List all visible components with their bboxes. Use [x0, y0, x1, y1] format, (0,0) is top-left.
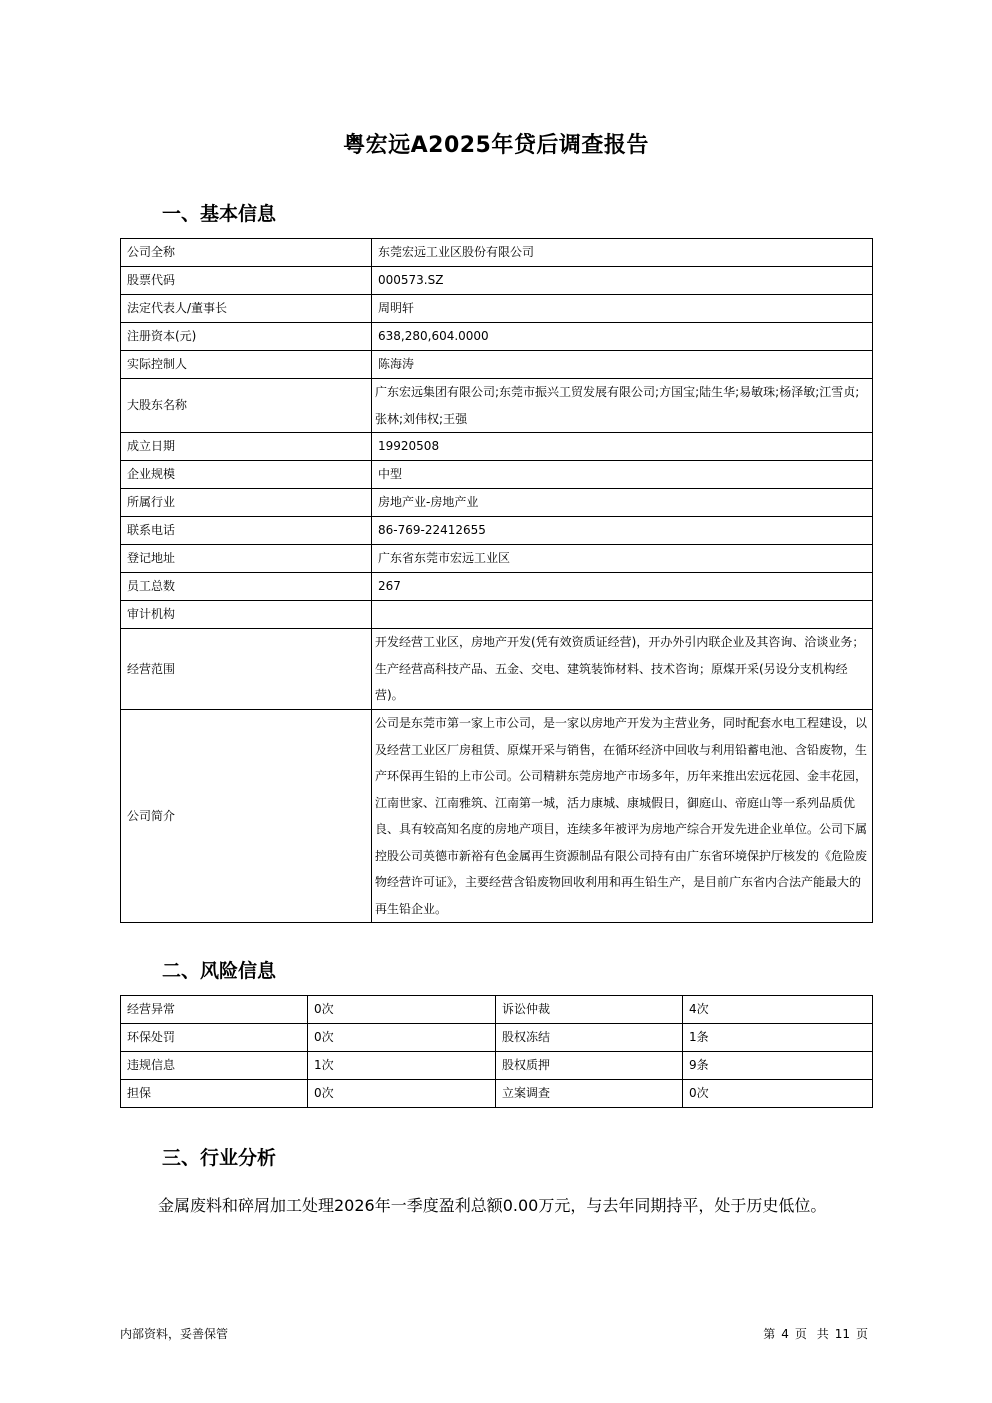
footer-page-number	[760, 1325, 871, 1342]
basic-info-label: 经营范围	[121, 629, 372, 710]
page-total-prefix: 共	[816, 1327, 829, 1341]
risk-info-row	[121, 1024, 873, 1052]
industry-analysis-paragraph: 金属废料和碎屑加工处理2026年一季度盈利总额0.00万元，与去年同期持平，处于历史低位。	[158, 1196, 827, 1215]
risk-info-row	[121, 1052, 873, 1080]
basic-info-row	[121, 295, 873, 323]
basic-info-label: 实际控制人	[121, 351, 372, 379]
basic-info-label: 审计机构	[121, 601, 372, 629]
basic-info-value: 陈海涛	[372, 351, 873, 379]
risk-label: 违规信息	[121, 1052, 308, 1080]
basic-info-row	[121, 267, 873, 295]
basic-info-value: 广东宏远集团有限公司;东莞市振兴工贸发展有限公司;方国宝;陆生华;易敏珠;杨泽敏;江雪贞;张林;刘伟权;王强	[372, 379, 873, 433]
risk-info-table	[120, 995, 873, 1108]
risk-info-row	[121, 996, 873, 1024]
basic-info-value: 广东省东莞市宏远工业区	[372, 545, 873, 573]
basic-info-value: 周明轩	[372, 295, 873, 323]
basic-info-label: 联系电话	[121, 517, 372, 545]
risk-value: 1次	[308, 1052, 496, 1080]
basic-info-label: 公司简介	[121, 710, 372, 923]
basic-info-label: 注册资本(元)	[121, 323, 372, 351]
section-title-industry-analysis: 三、行业分析	[162, 1147, 277, 1169]
basic-info-table	[120, 238, 873, 923]
basic-info-row	[121, 601, 873, 629]
risk-label: 诉讼仲裁	[496, 996, 683, 1024]
page-total: 11	[834, 1327, 850, 1341]
basic-info-row	[121, 239, 873, 267]
page-mid: 页	[794, 1327, 807, 1341]
risk-label: 担保	[121, 1080, 308, 1108]
basic-info-value	[372, 601, 873, 629]
risk-info-row	[121, 1080, 873, 1108]
basic-info-label: 员工总数	[121, 573, 372, 601]
basic-info-value: 中型	[372, 461, 873, 489]
basic-info-value: 19920508	[372, 433, 873, 461]
basic-info-label: 公司全称	[121, 239, 372, 267]
basic-info-row	[121, 517, 873, 545]
risk-value: 4次	[683, 996, 873, 1024]
basic-info-value: 东莞宏远工业区股份有限公司	[372, 239, 873, 267]
basic-info-value: 开发经营工业区，房地产开发(凭有效资质证经营)，开办外引内联企业及其咨询、洽谈业务；生产经营高科技产品、五金、交电、建筑装饰材料、技术咨询；原煤开采(另设分支机构经营)。	[372, 629, 873, 710]
basic-info-row	[121, 629, 873, 710]
basic-info-label: 成立日期	[121, 433, 372, 461]
basic-info-row	[121, 710, 873, 923]
basic-info-value: 000573.SZ	[372, 267, 873, 295]
document-title: 粤宏远A2025年贷后调查报告	[343, 133, 649, 158]
risk-value: 0次	[683, 1080, 873, 1108]
basic-info-label: 企业规模	[121, 461, 372, 489]
basic-info-row	[121, 573, 873, 601]
basic-info-row	[121, 323, 873, 351]
basic-info-value: 638,280,604.0000	[372, 323, 873, 351]
basic-info-label: 法定代表人/董事长	[121, 295, 372, 323]
basic-info-label: 股票代码	[121, 267, 372, 295]
risk-value: 1条	[683, 1024, 873, 1052]
basic-info-row	[121, 433, 873, 461]
page-suffix: 页	[855, 1327, 868, 1341]
footer-confidential-note: 内部资料，妥善保管	[120, 1327, 229, 1341]
basic-info-value: 公司是东莞市第一家上市公司，是一家以房地产开发为主营业务，同时配套水电工程建设，以及经营工业区厂房租赁、原煤开采与销售，在循环经济中回收与利用铅蓄电池、含铅废物，生产环保再生铅的上市公司。公司精耕东莞房地产市场多年，历年来推出宏远花园、金丰花园，江南世家、江南雅筑、江南第一城，活力康城、康城假日，御庭山、帝庭山等一系列品质优良、具有较高知名度的房地产项目，连续多年被评为房地产综合开发先进企业单位。公司下属控股公司英德市新裕有色金属再生资源制品有限公司持有由广东省环境保护厅核发的《危险废物经营许可证》，主要经营含铅废物回收利用和再生铅生产，是目前广东省内合法产能最大的再生铅企业。	[372, 710, 873, 923]
risk-value: 0次	[308, 1080, 496, 1108]
basic-info-row	[121, 379, 873, 433]
section-title-risk-info: 二、风险信息	[162, 960, 277, 982]
risk-label: 股权质押	[496, 1052, 683, 1080]
risk-label: 经营异常	[121, 996, 308, 1024]
basic-info-row	[121, 545, 873, 573]
page-prefix: 第	[763, 1327, 776, 1341]
risk-label: 环保处罚	[121, 1024, 308, 1052]
risk-label: 立案调查	[496, 1080, 683, 1108]
basic-info-label: 所属行业	[121, 489, 372, 517]
basic-info-value: 267	[372, 573, 873, 601]
page-current: 4	[781, 1327, 789, 1341]
basic-info-value: 房地产业-房地产业	[372, 489, 873, 517]
basic-info-row	[121, 351, 873, 379]
risk-label: 股权冻结	[496, 1024, 683, 1052]
risk-value: 0次	[308, 1024, 496, 1052]
basic-info-label: 大股东名称	[121, 379, 372, 433]
risk-value: 0次	[308, 996, 496, 1024]
section-title-basic-info: 一、基本信息	[162, 203, 277, 225]
basic-info-label: 登记地址	[121, 545, 372, 573]
basic-info-row	[121, 489, 873, 517]
basic-info-value: 86-769-22412655	[372, 517, 873, 545]
basic-info-row	[121, 461, 873, 489]
risk-value: 9条	[683, 1052, 873, 1080]
